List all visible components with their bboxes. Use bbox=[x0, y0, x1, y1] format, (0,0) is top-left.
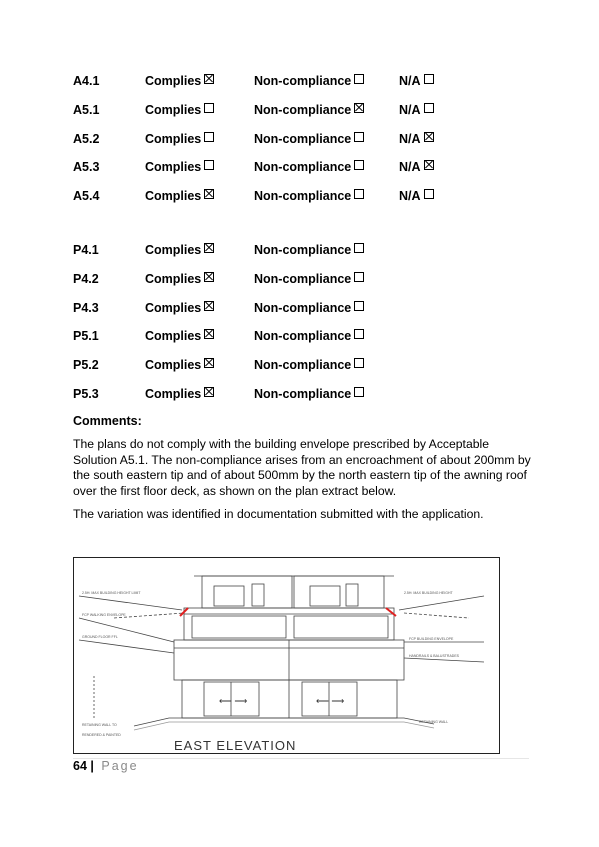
page-footer bbox=[73, 759, 139, 773]
criterion-code: A5.1 bbox=[73, 102, 100, 117]
complies-option bbox=[145, 160, 201, 174]
na-label: N/A bbox=[399, 131, 421, 146]
noncompliance-checkbox[interactable] bbox=[354, 358, 364, 368]
noncompliance-checkbox[interactable] bbox=[354, 243, 364, 253]
compliance-row-a5-3 bbox=[0, 160, 599, 176]
na-label: N/A bbox=[399, 189, 421, 203]
noncompliance-option bbox=[254, 160, 351, 174]
complies-option bbox=[145, 329, 201, 343]
complies-checkbox[interactable] bbox=[204, 358, 214, 368]
compliance-row-p5-3 bbox=[0, 387, 599, 403]
comments-paragraph-1: The plans do not comply with the building envelope prescribed by Acceptable Solution A5.1. The non-compliance arises from an encroachment of about 200mm by the south eastern tip and of about 500mm by the north eastern tip of the awning roof over the first floor deck, as shown on the plan extract below. bbox=[73, 437, 531, 498]
complies-checkbox[interactable] bbox=[204, 272, 214, 282]
complies-option bbox=[145, 74, 201, 88]
noncompliance-label: Non-compliance bbox=[254, 243, 352, 257]
noncompliance-label: Non-compliance bbox=[254, 74, 352, 88]
noncompliance-label: Non-compliance bbox=[254, 102, 352, 117]
criterion-code: P5.2 bbox=[73, 358, 99, 372]
svg-text:RENDERED & PAINTED: RENDERED & PAINTED bbox=[82, 733, 121, 737]
noncompliance-checkbox[interactable] bbox=[354, 272, 364, 282]
complies-option bbox=[145, 189, 201, 203]
noncompliance-option bbox=[254, 243, 351, 257]
noncompliance-checkbox[interactable] bbox=[354, 329, 364, 339]
complies-checkbox[interactable] bbox=[204, 243, 214, 253]
complies-label: Complies bbox=[145, 329, 202, 344]
na-checkbox[interactable] bbox=[424, 132, 434, 142]
footer-divider bbox=[73, 758, 529, 759]
na-option bbox=[399, 103, 421, 117]
noncompliance-option bbox=[254, 387, 351, 401]
complies-option bbox=[145, 387, 201, 401]
noncompliance-option bbox=[254, 132, 351, 146]
elevation-title: EAST ELEVATION bbox=[174, 738, 297, 753]
criterion-code: P4.3 bbox=[73, 300, 99, 315]
na-label: N/A bbox=[399, 160, 421, 175]
compliance-row-p4-1 bbox=[0, 243, 599, 259]
svg-text:⟵ ⟶: ⟵ ⟶ bbox=[219, 696, 248, 706]
noncompliance-label: Non-compliance bbox=[254, 300, 352, 315]
na-option bbox=[399, 189, 421, 203]
noncompliance-checkbox[interactable] bbox=[354, 160, 364, 170]
noncompliance-checkbox[interactable] bbox=[354, 132, 364, 142]
noncompliance-label: Non-compliance bbox=[254, 358, 352, 372]
complies-label: Complies bbox=[145, 386, 202, 401]
noncompliance-label: Non-compliance bbox=[254, 329, 352, 344]
na-checkbox[interactable] bbox=[424, 74, 434, 84]
na-checkbox[interactable] bbox=[424, 160, 434, 170]
complies-label: Complies bbox=[145, 243, 202, 257]
compliance-row-a5-4 bbox=[0, 189, 599, 205]
compliance-row-p5-2 bbox=[0, 358, 599, 374]
complies-option bbox=[145, 243, 201, 257]
svg-text:GROUND FLOOR FFL: GROUND FLOOR FFL bbox=[82, 635, 118, 639]
noncompliance-checkbox[interactable] bbox=[354, 301, 364, 311]
complies-checkbox[interactable] bbox=[204, 387, 214, 397]
na-option bbox=[399, 74, 421, 88]
compliance-row-a5-2 bbox=[0, 132, 599, 148]
na-label: N/A bbox=[399, 74, 421, 88]
complies-label: Complies bbox=[145, 102, 202, 117]
complies-checkbox[interactable] bbox=[204, 160, 214, 170]
complies-checkbox[interactable] bbox=[204, 189, 214, 199]
svg-text:⟵ ⟶: ⟵ ⟶ bbox=[316, 696, 345, 706]
complies-label: Complies bbox=[145, 271, 202, 286]
noncompliance-option bbox=[254, 301, 351, 315]
criterion-code: P5.1 bbox=[73, 329, 99, 344]
complies-checkbox[interactable] bbox=[204, 103, 214, 113]
complies-checkbox[interactable] bbox=[204, 132, 214, 142]
svg-text:RETAINING WALL TO: RETAINING WALL TO bbox=[82, 723, 117, 727]
page-separator: | bbox=[90, 759, 94, 773]
criterion-code: A5.3 bbox=[73, 160, 100, 175]
na-label: N/A bbox=[399, 102, 421, 117]
noncompliance-label: Non-compliance bbox=[254, 271, 352, 286]
criterion-code: A5.2 bbox=[73, 131, 100, 146]
na-option bbox=[399, 132, 421, 146]
complies-label: Complies bbox=[145, 160, 202, 175]
noncompliance-label: Non-compliance bbox=[254, 189, 352, 203]
noncompliance-option bbox=[254, 189, 351, 203]
noncompliance-option bbox=[254, 103, 351, 117]
criterion-code: P4.1 bbox=[73, 243, 99, 257]
page-number: 64 bbox=[73, 759, 87, 773]
complies-label: Complies bbox=[145, 74, 202, 88]
noncompliance-checkbox[interactable] bbox=[354, 189, 364, 199]
noncompliance-label: Non-compliance bbox=[254, 386, 352, 401]
na-checkbox[interactable] bbox=[424, 103, 434, 113]
svg-text:2.5H: MAX BUILDING HEIGHT LIMI: 2.5H: MAX BUILDING HEIGHT LIMIT bbox=[82, 591, 141, 595]
complies-option bbox=[145, 132, 201, 146]
complies-option bbox=[145, 272, 201, 286]
complies-checkbox[interactable] bbox=[204, 74, 214, 84]
svg-text:2.5H: MAX BUILDING HEIGHT: 2.5H: MAX BUILDING HEIGHT bbox=[404, 591, 453, 595]
criterion-code: P5.3 bbox=[73, 386, 99, 401]
compliance-row-p4-2 bbox=[0, 272, 599, 288]
east-elevation-drawing bbox=[74, 558, 499, 753]
complies-label: Complies bbox=[145, 131, 202, 146]
noncompliance-checkbox[interactable] bbox=[354, 74, 364, 84]
svg-text:RETAINING WALL: RETAINING WALL bbox=[419, 720, 449, 724]
noncompliance-option bbox=[254, 74, 351, 88]
compliance-row-a4-1 bbox=[0, 74, 599, 90]
noncompliance-option bbox=[254, 272, 351, 286]
noncompliance-option bbox=[254, 358, 351, 372]
criterion-code: A5.4 bbox=[73, 189, 100, 203]
complies-checkbox[interactable] bbox=[204, 301, 214, 311]
complies-option bbox=[145, 358, 201, 372]
complies-label: Complies bbox=[145, 300, 202, 315]
compliance-row-a5-1 bbox=[0, 103, 599, 119]
noncompliance-checkbox[interactable] bbox=[354, 387, 364, 397]
comments-paragraph-2: The variation was identified in documentation submitted with the application. bbox=[73, 507, 484, 521]
complies-checkbox[interactable] bbox=[204, 329, 214, 339]
plan-extract-figure bbox=[73, 557, 500, 754]
complies-label: Complies bbox=[145, 358, 202, 372]
criterion-code: P4.2 bbox=[73, 271, 99, 286]
comments-heading: Comments: bbox=[73, 414, 142, 428]
na-option bbox=[399, 160, 421, 174]
compliance-row-p4-3 bbox=[0, 301, 599, 317]
na-checkbox[interactable] bbox=[424, 189, 434, 199]
complies-label: Complies bbox=[145, 189, 202, 203]
noncompliance-option bbox=[254, 329, 351, 343]
complies-option bbox=[145, 103, 201, 117]
noncompliance-label: Non-compliance bbox=[254, 131, 352, 146]
compliance-row-p5-1 bbox=[0, 329, 599, 345]
svg-text:HANDRAILS & BALUSTRADES: HANDRAILS & BALUSTRADES bbox=[409, 654, 459, 658]
criterion-code: A4.1 bbox=[73, 74, 100, 88]
complies-option bbox=[145, 301, 201, 315]
svg-text:FCP BUILDING ENVELOPE: FCP BUILDING ENVELOPE bbox=[409, 637, 454, 641]
noncompliance-label: Non-compliance bbox=[254, 160, 352, 175]
page-label: Page bbox=[101, 759, 139, 773]
noncompliance-checkbox[interactable] bbox=[354, 103, 364, 113]
svg-text:FCP WALKING ENVELOPE: FCP WALKING ENVELOPE bbox=[82, 613, 126, 617]
